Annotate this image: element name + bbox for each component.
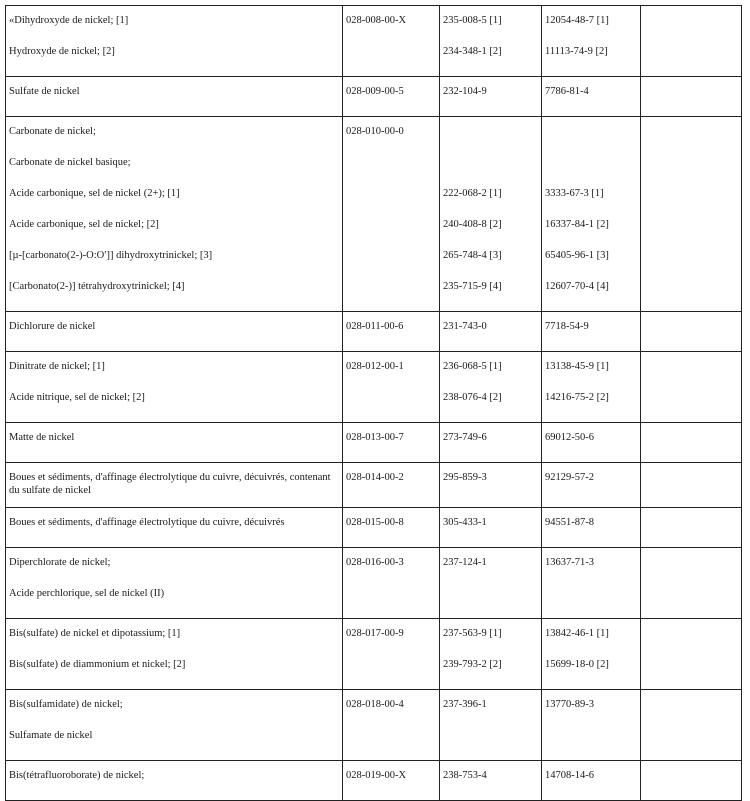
chemical-name: «Dihydroxyde de nickel; [1] (9, 15, 129, 26)
cas-number-cell (542, 6, 641, 77)
notes-cell (641, 312, 742, 352)
chemical-name: Carbonate de nickel; (9, 126, 96, 137)
ec-number: 231-743-0 (443, 321, 487, 332)
index-number: 028-010-00-0 (346, 126, 404, 137)
table-row (6, 463, 742, 508)
cas-number: 14216-75-2 [2] (545, 392, 609, 403)
ec-number-cell (440, 77, 542, 117)
ec-number: 222-068-2 [1] (443, 188, 502, 199)
index-number-cell (343, 352, 440, 423)
index-number-cell (343, 690, 440, 761)
notes-cell (641, 463, 742, 508)
chemical-name-cell (6, 508, 343, 548)
chemical-name-cell (6, 463, 343, 508)
chemical-name: Acide perchlorique, sel de nickel (II) (9, 588, 165, 599)
cas-number-cell (542, 548, 641, 619)
cas-number-cell (542, 77, 641, 117)
index-number-cell (343, 619, 440, 690)
cas-number-cell (542, 690, 641, 761)
cas-number-cell (542, 312, 641, 352)
table-row (6, 352, 742, 423)
index-number: 028-017-00-9 (346, 628, 404, 639)
ec-number: 236-068-5 [1] (443, 361, 502, 372)
ec-number-cell (440, 463, 542, 508)
index-number: 028-012-00-1 (346, 361, 404, 372)
chemical-name-cell (6, 312, 343, 352)
table-row (6, 619, 742, 690)
ec-number-cell (440, 508, 542, 548)
cas-number: 7786-81-4 (545, 86, 589, 97)
ec-number: 238-753-4 (443, 770, 487, 781)
index-number: 028-019-00-X (346, 770, 407, 781)
substance-table-body (6, 6, 742, 801)
notes-cell (641, 6, 742, 77)
ec-number: 305-433-1 (443, 517, 487, 528)
ec-number-cell (440, 761, 542, 801)
chemical-name: Hydroxyde de nickel; [2] (9, 46, 115, 57)
index-number-cell (343, 463, 440, 508)
cas-number-cell (542, 423, 641, 463)
ec-number: 235-715-9 [4] (443, 281, 502, 292)
ec-number: 238-076-4 [2] (443, 392, 502, 403)
ec-number-cell (440, 6, 542, 77)
notes-cell (641, 619, 742, 690)
cas-number: 12054-48-7 [1] (545, 15, 609, 26)
substance-table (5, 5, 742, 801)
table-row (6, 508, 742, 548)
ec-number: 273-749-6 (443, 432, 487, 443)
ec-number: 237-396-1 (443, 699, 487, 710)
chemical-name: Sulfamate de nickel (9, 730, 93, 741)
cas-number: 13138-45-9 [1] (545, 361, 609, 372)
index-number-cell (343, 423, 440, 463)
cas-number-cell (542, 619, 641, 690)
chemical-name: Dichlorure de nickel (9, 321, 96, 332)
cas-number: 69012-50-6 (545, 432, 594, 443)
cas-number (542, 117, 640, 156)
table-row (6, 423, 742, 463)
cas-number: 65405-96-1 [3] (545, 250, 609, 261)
index-number-cell (343, 761, 440, 801)
notes-cell (641, 690, 742, 761)
ec-number (440, 117, 541, 156)
ec-number: 237-124-1 (443, 557, 487, 568)
chemical-name-cell (6, 423, 343, 463)
chemical-name-cell (6, 548, 343, 619)
ec-number-cell (440, 690, 542, 761)
index-number-cell (343, 548, 440, 619)
ec-number: 232-104-9 (443, 86, 487, 97)
table-row (6, 548, 742, 619)
index-number: 028-008-00-X (346, 15, 407, 26)
cas-number-cell (542, 761, 641, 801)
cas-number-cell (542, 352, 641, 423)
ec-number-cell (440, 423, 542, 463)
chemical-name: [µ-[carbonato(2-)-O:O′]] dihydroxytrinickel; [3] (9, 250, 213, 261)
index-number-cell (343, 508, 440, 548)
cas-number: 94551-87-8 (545, 517, 594, 528)
chemical-name: Boues et sédiments, d'affinage électrolytique du cuivre, décuivrés (9, 517, 285, 528)
index-number: 028-011-00-6 (346, 321, 404, 332)
index-number-cell (343, 312, 440, 352)
chemical-name: Acide carbonique, sel de nickel (2+); [1] (9, 188, 180, 199)
chemical-name: Bis(sulfate) de diammonium et nickel; [2] (9, 659, 186, 670)
notes-cell (641, 548, 742, 619)
ec-number-cell (440, 548, 542, 619)
cas-number: 15699-18-0 [2] (545, 659, 609, 670)
table-row (6, 6, 742, 77)
chemical-name: Bis(sulfate) de nickel et dipotassium; [1] (9, 628, 181, 639)
index-number-cell (343, 77, 440, 117)
chemical-name: Dinitrate de nickel; [1] (9, 361, 105, 372)
ec-number-cell (440, 352, 542, 423)
ec-number (440, 156, 541, 187)
index-number: 028-018-00-4 (346, 699, 404, 710)
index-number: 028-016-00-3 (346, 557, 404, 568)
ec-number: 240-408-8 [2] (443, 219, 502, 230)
index-number: 028-009-00-5 (346, 86, 404, 97)
cas-number-cell (542, 117, 641, 312)
notes-cell (641, 423, 742, 463)
ec-number: 235-008-5 [1] (443, 15, 502, 26)
chemical-name: Bis(tétrafluoroborate) de nickel; (9, 770, 145, 781)
cas-number: 92129-57-2 (545, 472, 594, 483)
chemical-name-cell (6, 6, 343, 77)
table-row (6, 312, 742, 352)
chemical-name: Sulfate de nickel (9, 86, 80, 97)
table-row (6, 117, 742, 312)
cas-number: 16337-84-1 [2] (545, 219, 609, 230)
ec-number: 295-859-3 (443, 472, 487, 483)
notes-cell (641, 77, 742, 117)
cas-number-cell (542, 463, 641, 508)
index-number: 028-013-00-7 (346, 432, 404, 443)
cas-number: 11113-74-9 [2] (545, 46, 608, 57)
chemical-name-cell (6, 352, 343, 423)
cas-number: 13842-46-1 [1] (545, 628, 609, 639)
cas-number (542, 156, 640, 187)
cas-number: 12607-70-4 [4] (545, 281, 609, 292)
cas-number: 7718-54-9 (545, 321, 589, 332)
index-number-cell (343, 6, 440, 77)
cas-number: 13770-89-3 (545, 699, 594, 710)
chemical-name: [Carbonato(2-)] tétrahydroxytrinickel; [4] (9, 281, 185, 292)
cas-number: 14708-14-6 (545, 770, 594, 781)
chemical-name-cell (6, 761, 343, 801)
notes-cell (641, 117, 742, 312)
ec-number: 237-563-9 [1] (443, 628, 502, 639)
chemical-name: Acide nitrique, sel de nickel; [2] (9, 392, 145, 403)
ec-number-cell (440, 117, 542, 312)
cas-number: 13637-71-3 (545, 557, 594, 568)
notes-cell (641, 508, 742, 548)
chemical-name: Matte de nickel (9, 432, 75, 443)
ec-number: 239-793-2 [2] (443, 659, 502, 670)
cas-number-cell (542, 508, 641, 548)
index-number: 028-015-00-8 (346, 517, 404, 528)
cas-number: 3333-67-3 [1] (545, 188, 604, 199)
chemical-name-cell (6, 619, 343, 690)
notes-cell (641, 761, 742, 801)
ec-number-cell (440, 619, 542, 690)
chemical-name: Diperchlorate de nickel; (9, 557, 111, 568)
chemical-name: Bis(sulfamidate) de nickel; (9, 699, 123, 710)
chemical-name-cell (6, 690, 343, 761)
index-number: 028-014-00-2 (346, 472, 404, 483)
ec-number: 265-748-4 [3] (443, 250, 502, 261)
table-row (6, 690, 742, 761)
chemical-name-cell (6, 77, 343, 117)
index-number-cell (343, 117, 440, 312)
chemical-name: Acide carbonique, sel de nickel; [2] (9, 219, 159, 230)
table-row (6, 77, 742, 117)
chemical-name-cell (6, 117, 343, 312)
ec-number-cell (440, 312, 542, 352)
chemical-name: Carbonate de nickel basique; (9, 157, 131, 168)
table-row (6, 761, 742, 801)
chemical-name: Boues et sédiments, d'affinage électrolytique du cuivre, décuivrés, contenant du sulfate de nickel (9, 472, 331, 496)
notes-cell (641, 352, 742, 423)
ec-number: 234-348-1 [2] (443, 46, 502, 57)
